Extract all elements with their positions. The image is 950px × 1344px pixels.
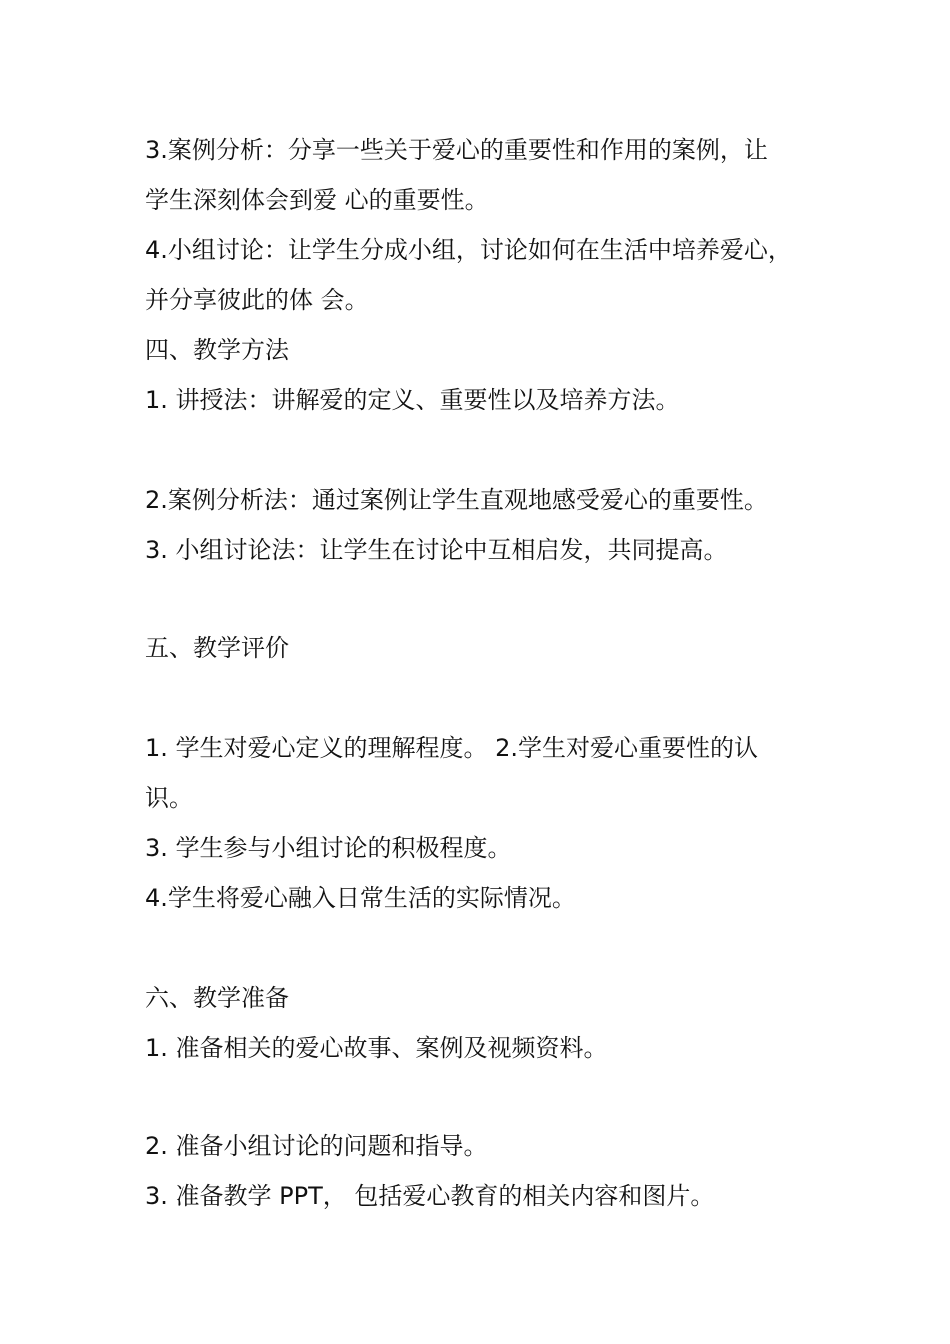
group-discussion-line-1: 4.小组讨论：让学生分成小组，讨论如何在生活中培养爱心， — [145, 236, 792, 264]
method-case-analysis: 2.案例分析法：通过案例让学生直观地感受爱心的重要性。 — [145, 486, 768, 514]
preparation-item-1: 1. 准备相关的爱心故事、案例及视频资料。 — [145, 1034, 608, 1062]
preparation-item-3: 3. 准备教学 PPT， 包括爱心教育的相关内容和图片。 — [145, 1182, 715, 1210]
method-group-discussion: 3. 小组讨论法：让学生在讨论中互相启发，共同提高。 — [145, 536, 728, 564]
evaluation-line-4: 4.学生将爱心融入日常生活的实际情况。 — [145, 884, 576, 912]
group-discussion-line-2: 并分享彼此的体 会。 — [145, 286, 369, 314]
evaluation-line-2: 识。 — [145, 784, 193, 812]
evaluation-line-3: 3. 学生参与小组讨论的积极程度。 — [145, 834, 512, 862]
section-heading-teaching-preparation: 六、教学准备 — [145, 984, 289, 1012]
section-heading-teaching-methods: 四、教学方法 — [145, 336, 289, 364]
section-heading-teaching-evaluation: 五、教学评价 — [145, 634, 289, 662]
preparation-item-2: 2. 准备小组讨论的问题和指导。 — [145, 1132, 488, 1160]
case-analysis-line-2: 学生深刻体会到爱 心的重要性。 — [145, 186, 489, 214]
method-lecture: 1. 讲授法：讲解爱的定义、重要性以及培养方法。 — [145, 386, 680, 414]
evaluation-line-1: 1. 学生对爱心定义的理解程度。 2.学生对爱心重要性的认 — [145, 734, 759, 762]
case-analysis-line-1: 3.案例分析：分享一些关于爱心的重要性和作用的案例，让 — [145, 136, 768, 164]
